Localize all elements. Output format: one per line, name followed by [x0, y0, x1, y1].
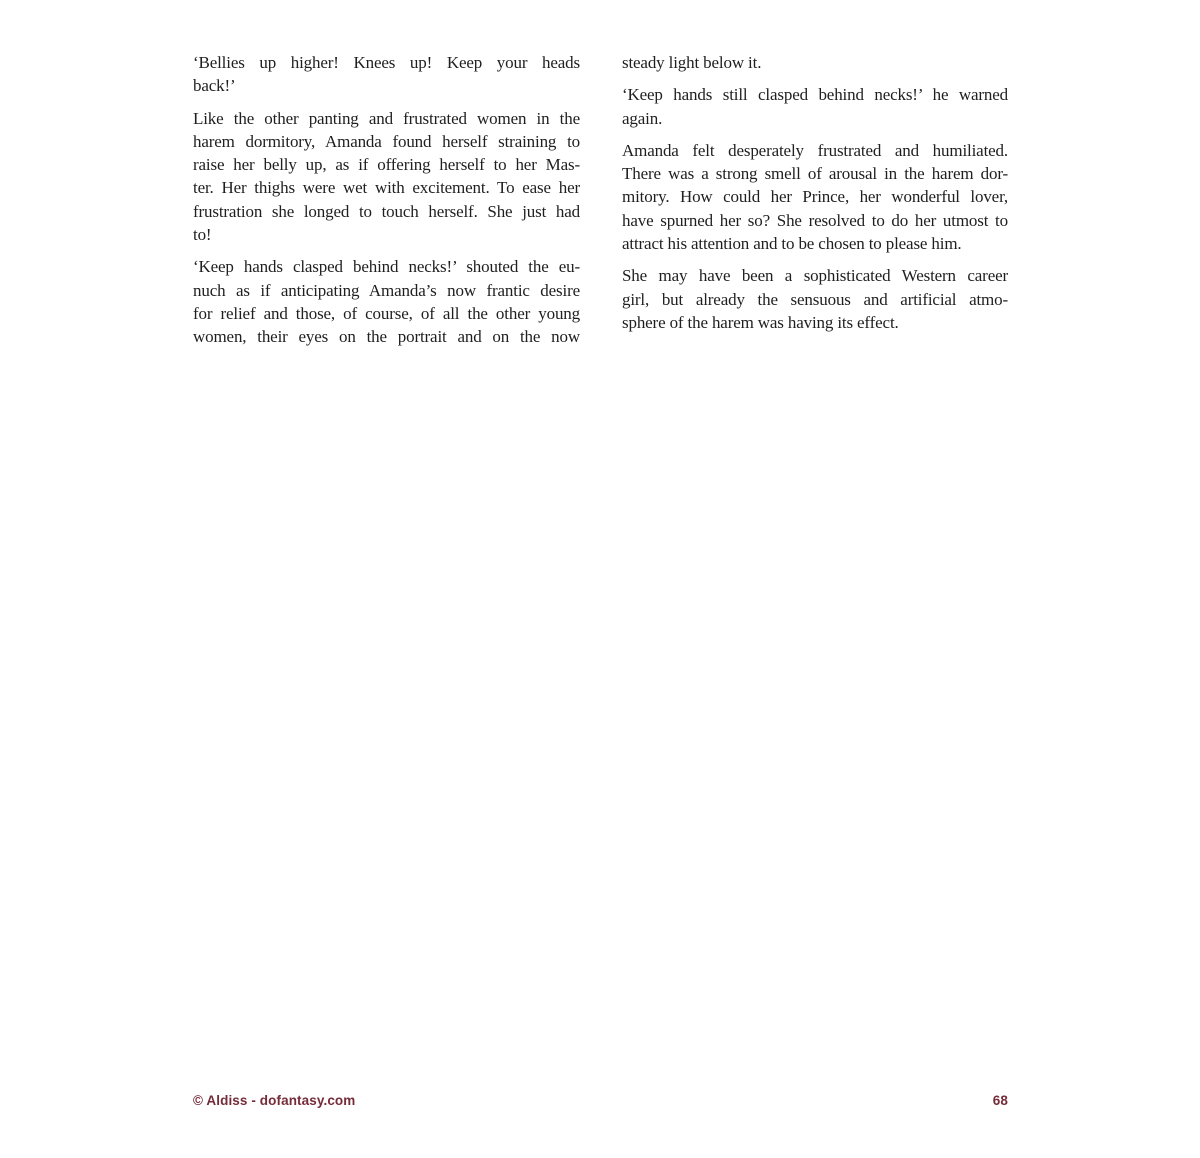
text-line: again.: [622, 108, 663, 128]
text-column-right: [622, 51, 1008, 343]
text-line: She may have been a sophisticated Western career: [622, 266, 1008, 286]
text-line: ‘Keep hands clasped behind necks!’ shouted the eu-: [193, 257, 580, 277]
copyright-text: © Aldiss - dofantasy.com: [193, 1093, 356, 1108]
text-line: Like the other panting and frustrated women in the: [193, 108, 580, 128]
text-line: girl, but already the sensuous and artificial atmo-: [622, 289, 1008, 309]
text-line: frustration she longed to touch herself. She just had: [193, 201, 580, 221]
text-line: ‘Keep hands still clasped behind necks!’ he warned: [622, 85, 1008, 105]
paragraph: [193, 255, 580, 348]
paragraph: [622, 264, 1008, 334]
text-line: back!’: [193, 76, 236, 96]
paragraph: [622, 51, 1008, 74]
text-line: women, their eyes on the portrait and on the now: [193, 327, 580, 347]
paragraph: [622, 83, 1008, 130]
text-line: for relief and those, of course, of all the other young: [193, 303, 580, 323]
text-line: steady light below it.: [622, 53, 762, 72]
text-line: There was a strong smell of arousal in the harem dor-: [622, 164, 1008, 184]
text-line: attract his attention and to be chosen to please him.: [622, 234, 962, 254]
text-line: to!: [193, 225, 212, 245]
page-footer: [193, 1093, 1008, 1108]
page-number: 68: [992, 1093, 1008, 1108]
text-line: sphere of the harem was having its effect.: [622, 312, 899, 332]
text-column-left: [193, 51, 580, 358]
text-line: mitory. How could her Prince, her wonderful lover,: [622, 187, 1008, 207]
paragraph: [193, 51, 580, 98]
text-line: raise her belly up, as if offering herself to her Mas-: [193, 155, 580, 175]
text-line: nuch as if anticipating Amanda’s now frantic desire: [193, 280, 580, 300]
text-line: ‘Bellies up higher! Knees up! Keep your heads: [193, 53, 580, 72]
paragraph: [193, 107, 580, 247]
text-line: Amanda felt desperately frustrated and humiliated.: [622, 140, 1008, 160]
paragraph: [622, 139, 1008, 255]
text-line: have spurned her so? She resolved to do her utmost to: [622, 210, 1008, 230]
text-line: ter. Her thighs were wet with excitement. To ease her: [193, 178, 580, 198]
text-line: harem dormitory, Amanda found herself straining to: [193, 131, 580, 151]
